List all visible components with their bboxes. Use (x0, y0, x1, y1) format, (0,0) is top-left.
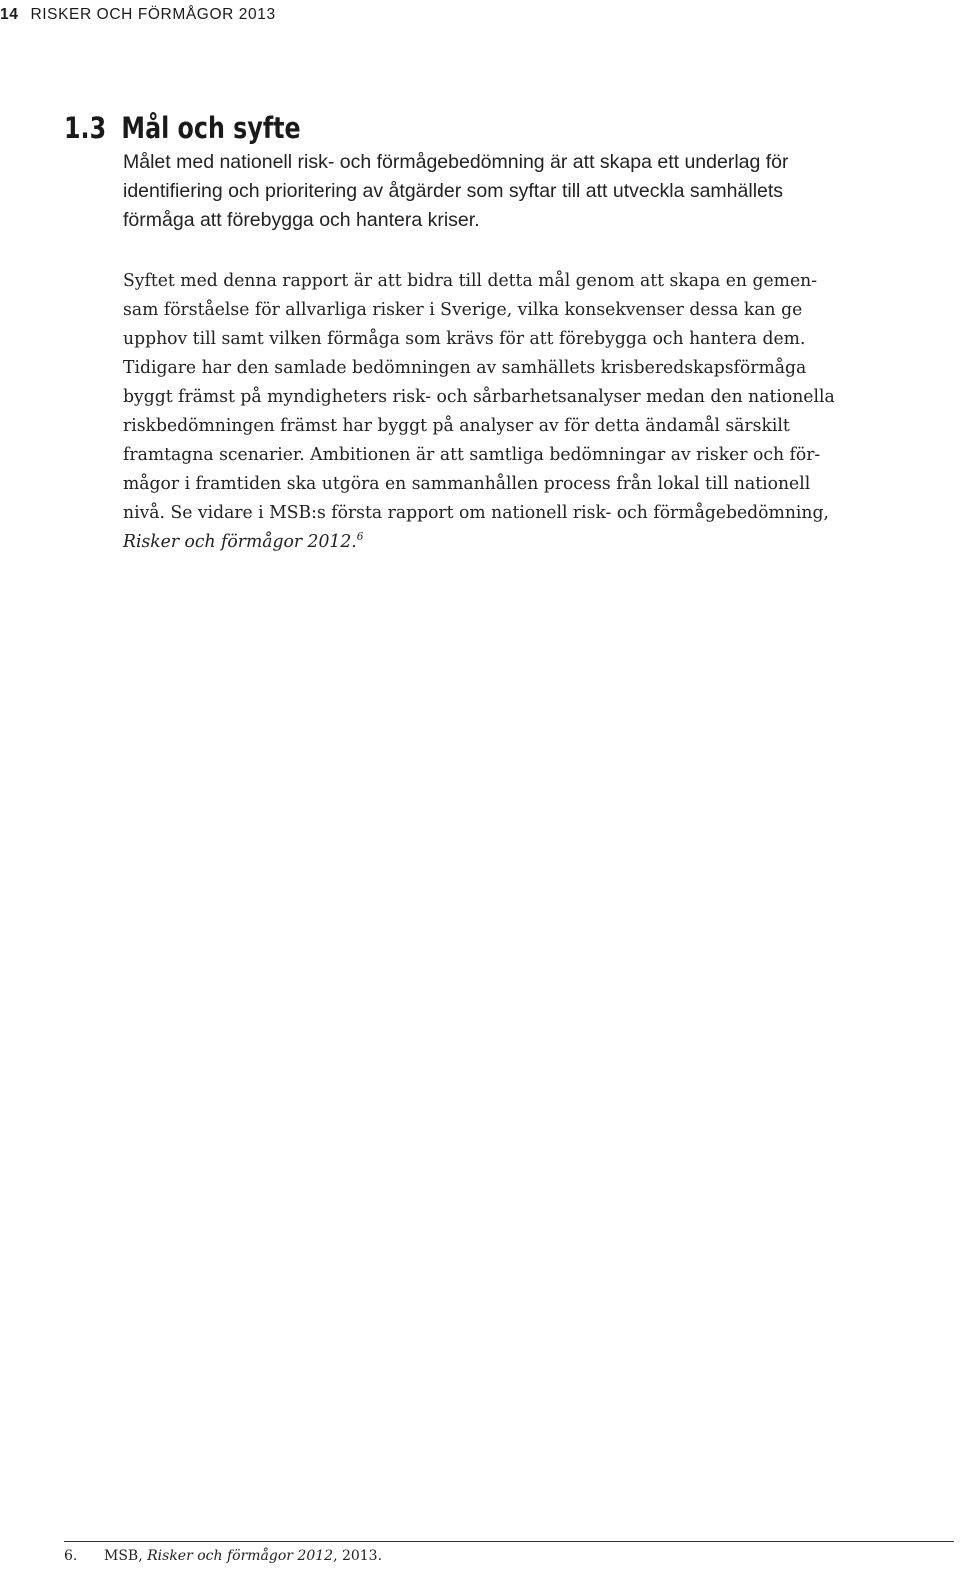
footnote-number: 6. (64, 1548, 78, 1564)
section-number: 1.3 (64, 111, 107, 145)
section-heading (64, 108, 301, 148)
footnote-divider (64, 1541, 954, 1542)
lead-line: förmåga att förebygga och hantera kriser. (123, 209, 480, 231)
body-line: sam förståelse för allvarliga risker i Sverige, vilka konsekvenser dessa kan ge (123, 299, 803, 320)
footnote-title: Risker och förmågor 2012 (147, 1548, 334, 1564)
body-line: upphov till samt vilken förmåga som krävs för att förebygga och hantera dem. (123, 328, 806, 349)
lead-line: identifiering och prioritering av åtgärder som syftar till att utveckla samhällets (123, 180, 784, 202)
running-title: RISKER OCH FÖRMÅGOR 2013 (30, 6, 276, 23)
running-header (0, 6, 276, 24)
body-last-line (123, 527, 887, 556)
body-line: framtagna scenarier. Ambitionen är att samtliga bedömningar av risker och för- (123, 444, 821, 465)
body-line: Tidigare har den samlade bedömningen av samhällets krisberedskapsförmåga (123, 357, 807, 378)
lead-line: Målet med nationell risk- och förmågebedömning är att skapa ett underlag för (123, 151, 789, 173)
page-number: 14 (0, 6, 19, 23)
body-paragraph (123, 266, 923, 556)
body-line: mågor i framtiden ska utgöra en sammanhållen process från lokal till nationell (123, 473, 811, 494)
body-line: Syftet med denna rapport är att bidra till detta mål genom att skapa en gemen- (123, 270, 818, 291)
footnote-reference[interactable]: 6 (356, 530, 364, 543)
body-line: riskbedömningen främst har byggt på analyser av för detta ändamål särskilt (123, 415, 790, 436)
body-line: nivå. Se vidare i MSB:s första rapport om nationell risk- och förmågebedömning, (123, 502, 829, 523)
body-line: byggt främst på myndigheters risk- och sårbarhetsanalyser medan den nationella (123, 386, 835, 407)
lead-paragraph (123, 148, 923, 235)
footnote-prefix: MSB, (104, 1548, 148, 1564)
cited-report-title: Risker och förmågor 2012. (123, 531, 357, 552)
footnote-suffix: , 2013. (333, 1548, 383, 1564)
footnote (64, 1547, 382, 1565)
section-title: Mål och syfte (121, 111, 301, 145)
